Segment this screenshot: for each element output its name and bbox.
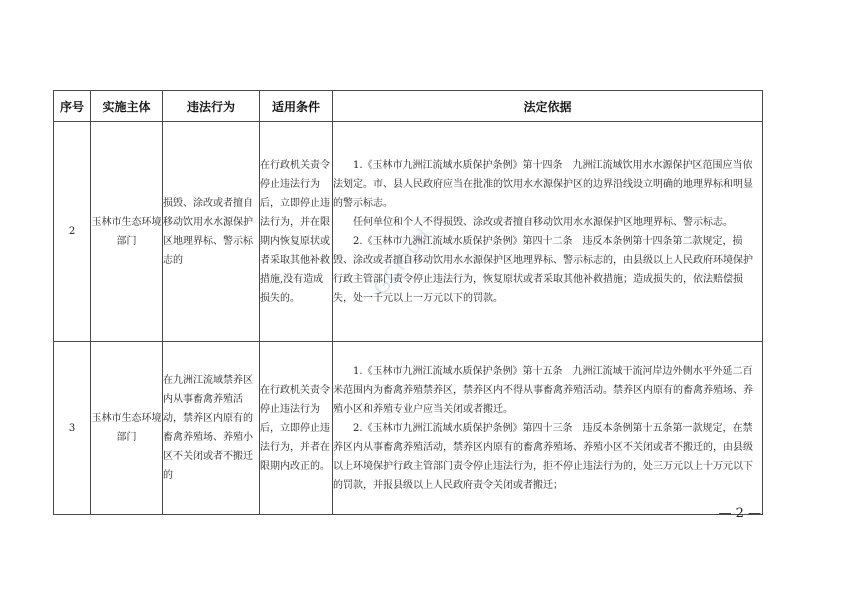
header-violation: 违法行为: [163, 91, 260, 122]
legal-basis-paragraph: 2.《玉林市九洲江流域水质保护条例》第四十三条 违反本条例第十五条第一款规定，在禁养区内从事畜禽养殖活动，禁养区内原有的畜禽养殖场、养殖小区不关闭或者不搬迁的，由县级以上环境保护行政主管部门责令停止违法行为，拒不停止违法行为的，处三万元以上十万元以下的罚款，并报县级以上人民政府责令关闭或者搬迁；: [333, 422, 753, 491]
table-row: [54, 122, 763, 342]
regulation-table: [53, 90, 763, 515]
row-applicable-conditions: 在行政机关责令停止违法行为后，立即停止违法行为，并在限期内恢复原状或者采取其他补救措施,没有造成损失的。: [260, 122, 333, 342]
header-serial-number: 序号: [54, 91, 91, 122]
row-applicable-conditions: 在行政机关责令停止违法行为后，立即停止违法行为，并者在限期内改正的。: [260, 342, 333, 515]
watermark: GCloud: [368, 223, 436, 300]
row-legal-basis: [333, 342, 763, 515]
row-serial-number: 2: [54, 122, 91, 342]
legal-basis-paragraph: 1.《玉林市九洲江流域水质保护条例》第十五条 九洲江流域干流河岸边外侧水平外延二百米范围内为畜禽养殖禁养区，禁养区内不得从事畜禽养殖活动。禁养区内原有的畜禽养殖场、养殖小区和养殖专业户应当关闭或者搬迁。: [333, 365, 753, 415]
row-implementing-body: 玉林市生态环境部门: [91, 122, 163, 342]
legal-basis-paragraph: 任何单位和个人不得损毁、涂改或者擅自移动饮用水水源保护区地理界标、警示标志。: [353, 216, 733, 228]
header-implementing-body: 实施主体: [91, 91, 163, 122]
row-violation: 损毁、涂改或者擅自移动饮用水水源保护区地理界标、警示标志的: [163, 122, 260, 342]
row-violation: 在九洲江流域禁养区内从事畜禽养殖活动，禁养区内原有的畜禽养殖场、养殖小区不关闭或者不搬迁的: [163, 342, 260, 515]
row-legal-basis: [333, 122, 763, 342]
header-legal-basis: 法定依据: [333, 91, 763, 122]
page-number: — 2 —: [718, 506, 761, 521]
table-row: [54, 342, 763, 515]
row-implementing-body: 玉林市生态环境部门: [91, 342, 163, 515]
header-applicable-conditions: 适用条件: [260, 91, 333, 122]
legal-basis-paragraph: 1.《玉林市九洲江流域水质保护条例》第十四条 九洲江流域饮用水水源保护区范围应当依法划定。市、县人民政府应当在批准的饮用水水源保护区的边界沿线设立明确的地理界标和明显的警示标志。: [333, 159, 753, 209]
row-serial-number: 3: [54, 342, 91, 515]
table-header-row: [54, 91, 763, 122]
legal-basis-paragraph: 2.《玉林市九洲江流域水质保护条例》第四十二条 违反本条例第十四条第二款规定，损毁、涂改或者擅自移动饮用水水源保护区地理界标、警示标志的，由县级以上人民政府环境保护行政主管部门责令停止违法行为，恢复原状或者采取其他补救措施；造成损失的，依法赔偿损失，处一千元以上一万元以下的罚款。: [333, 235, 753, 304]
